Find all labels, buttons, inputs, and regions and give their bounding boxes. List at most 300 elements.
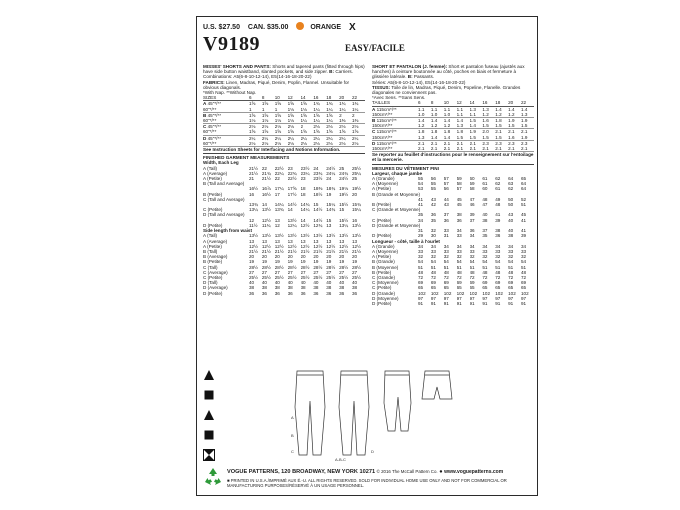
measurement-cell: 69 xyxy=(495,280,501,286)
yardage-cell: 2.1 xyxy=(418,146,431,152)
yardage-cell: 1.1 xyxy=(443,106,451,112)
measurement-cell: 48 xyxy=(495,269,501,275)
measurement-row-label: B (Tall) xyxy=(203,248,218,254)
measurement-cell: 16⅞ xyxy=(261,186,271,192)
measurement-cell: 13½ xyxy=(352,233,361,239)
yardage-cell: 2¼ xyxy=(352,135,359,141)
yardage-cell: 1.8 xyxy=(495,118,502,124)
measurement-cell: 58 xyxy=(469,186,475,192)
measurement-cell: 25½ xyxy=(261,274,271,280)
measurement-cell: 35 xyxy=(418,212,424,218)
yardage-cell: 2⅛ xyxy=(339,141,352,147)
measurement-cell: 19 xyxy=(249,259,255,265)
measurement-cell: 40 xyxy=(313,280,319,286)
measurement-cell: 38 xyxy=(482,217,488,223)
measurement-cell: 97 xyxy=(430,295,436,301)
measurement-cell: 65 xyxy=(430,285,436,291)
measurement-cell: 61 xyxy=(482,181,488,187)
measurement-row-label: C (Petite) xyxy=(203,207,223,213)
yardage-cell: 2⅛ xyxy=(249,141,262,147)
measurement-cell: 97 xyxy=(443,295,449,301)
measurement-cell: 34 xyxy=(495,243,501,249)
measurement-cell: 13½ xyxy=(287,217,297,223)
difficulty-label: EASY/FACILE xyxy=(345,43,405,53)
measurement-cell: 45 xyxy=(521,212,527,218)
measurement-row-label: D (Petite) xyxy=(372,233,392,239)
measurement-cell: 65 xyxy=(456,285,462,291)
measurement-cell: 38 xyxy=(313,285,319,291)
yardage-cell: 2.1 xyxy=(418,140,425,146)
measurement-cell: 54 xyxy=(443,259,449,265)
measurement-cell: 34 xyxy=(430,243,436,249)
measurement-cell: 54 xyxy=(482,259,488,265)
measurement-cell: 64 xyxy=(521,186,527,192)
measurement-cell: 45 xyxy=(456,202,462,208)
yardage-row-label xyxy=(372,146,418,152)
french-yardage-table xyxy=(372,100,534,152)
measurement-cell: 15½ xyxy=(339,217,349,223)
measurement-cell: 39 xyxy=(521,233,527,239)
measurement-cell: 27 xyxy=(249,269,255,275)
english-width-table xyxy=(203,166,365,228)
measurement-cell: 17¼ xyxy=(274,186,284,192)
measurement-cell: 36 xyxy=(313,290,319,296)
fabric-width: 115cm*/** xyxy=(375,129,397,135)
yardage-cell: 2¼ xyxy=(274,135,282,141)
measurement-row-label: A (Average) xyxy=(203,238,228,244)
yardage-cell: 1⅝ xyxy=(249,101,256,107)
measurement-cell: 13 xyxy=(274,238,280,244)
yardage-cell: 1.4 xyxy=(456,118,464,124)
yardage-cell: 1⅛ xyxy=(288,107,301,113)
measurement-cell: 38 xyxy=(508,233,514,239)
measurement-cell: 13¾ xyxy=(274,207,284,213)
measurement-cell: 48 xyxy=(495,202,501,208)
yardage-cell: 1.1 xyxy=(456,106,464,112)
yardage-cell: 1.4 xyxy=(430,118,438,124)
measurement-cell: 51 xyxy=(482,264,488,270)
measurement-cell: 24¾ xyxy=(339,170,349,176)
measurement-cell: 12½ xyxy=(313,243,323,249)
french-combinations: Séries: A5(6-8-10-12-14), E5(14-16-18-20-22) xyxy=(372,79,466,85)
price-can: CAN. $35.00 xyxy=(247,24,289,31)
measurement-cell: 14½ xyxy=(313,217,323,223)
measurement-cell: 43 xyxy=(443,202,449,208)
measurement-cell: 54 xyxy=(521,259,527,265)
french-instructions-note: Se reporter au feuillet d'instructions pour le renseignement sur l'entoilage et la mercerie. xyxy=(372,152,534,163)
measurement-cell: 31 xyxy=(443,233,449,239)
size-header-cell: 14 xyxy=(301,95,314,101)
measurement-cell: 31 xyxy=(418,228,424,234)
size-header-cell: 18 xyxy=(495,100,508,106)
english-side-heading: Side length from waist xyxy=(203,228,253,234)
measurement-row-label: D (Petite) xyxy=(372,300,392,306)
measurement-cell: 25 xyxy=(339,165,345,171)
measurement-cell: 18¾ xyxy=(326,186,336,192)
measurement-cell: 13 xyxy=(326,222,332,228)
yardage-cell: 1⅛ xyxy=(301,107,314,113)
measurement-row-label: B (Average) xyxy=(203,254,228,260)
measurement-row-label: D (Average) xyxy=(203,285,228,291)
measurement-cell: 19 xyxy=(274,259,280,265)
yardage-cell: 1¼ xyxy=(301,118,314,124)
yardage-cell: 1.4 xyxy=(443,118,451,124)
measurement-cell: 27 xyxy=(326,269,332,275)
measurement-cell: 91 xyxy=(456,300,462,306)
measurement-cell: 34 xyxy=(469,233,475,239)
square-icon xyxy=(203,389,215,401)
measurement-cell: 97 xyxy=(456,295,462,301)
yardage-cell: 1.1 xyxy=(430,106,438,112)
size-header-cell: 6 xyxy=(249,95,262,101)
measurement-row-label: B (Moyenne) xyxy=(372,264,399,270)
size-header-cell: 22 xyxy=(352,95,365,101)
yardage-cell: 2 xyxy=(300,124,304,130)
size-header-cell: 22 xyxy=(521,100,534,106)
measurement-cell: 15¾ xyxy=(352,202,361,208)
envelope-footer xyxy=(203,467,533,493)
measurement-cell: 72 xyxy=(418,274,424,280)
measurement-cell: 59 xyxy=(456,176,462,182)
measurement-cell: 50 xyxy=(508,196,514,202)
yardage-cell: 1.4 xyxy=(470,123,483,129)
measurement-cell: 41 xyxy=(521,228,527,234)
yardage-cell: 2⅛ xyxy=(352,124,359,130)
measurement-cell: 21½ xyxy=(313,248,323,254)
measurement-cell: 38 xyxy=(261,285,267,291)
measurement-cell: 13 xyxy=(326,238,332,244)
size-header-label: SIZES xyxy=(203,95,249,101)
size-header-cell: 18 xyxy=(326,95,339,101)
measurement-cell: 33 xyxy=(443,248,449,254)
fabric-width: 60"*/** xyxy=(203,129,217,135)
fabric-width: 115cm*/** xyxy=(375,140,397,146)
measurement-cell: 72 xyxy=(521,274,527,280)
drawing-label-a: A xyxy=(291,415,294,420)
yardage-cell: 1⅝ xyxy=(249,112,256,118)
measurement-row-label: A (Grande) xyxy=(372,243,395,249)
french-description xyxy=(372,64,534,80)
measurement-cell: 36 xyxy=(443,217,449,223)
english-combinations: Combinations: A5(6-8-10-12-14), E5(14-16-18-20-22) xyxy=(203,74,312,80)
size-header-cell: 16 xyxy=(482,100,495,106)
measurement-cell: 15 xyxy=(339,207,345,213)
english-width-heading: Width, Each Leg xyxy=(203,160,239,166)
yardage-cell: 1¾ xyxy=(326,101,333,107)
view-letter: C xyxy=(372,129,376,135)
yardage-cell: 2 xyxy=(339,112,342,118)
measurement-cell: 17½ xyxy=(287,191,297,197)
measurement-cell: 48 xyxy=(469,269,475,275)
color-mark: X xyxy=(349,22,356,33)
measurement-cell: 12½ xyxy=(339,243,349,249)
yardage-cell: 2.0 xyxy=(482,129,489,135)
measurement-cell: 54 xyxy=(418,181,424,187)
measurement-cell: 97 xyxy=(418,295,424,301)
measurement-cell: 13½ xyxy=(287,233,297,239)
yardage-cell: 2⅛ xyxy=(262,141,275,147)
measurement-cell: 54 xyxy=(495,259,501,265)
measurement-cell: 54 xyxy=(456,259,462,265)
yardage-cell: 2¼ xyxy=(313,135,320,141)
measurement-cell: 20 xyxy=(352,254,358,260)
price-us: U.S. $27.50 xyxy=(203,24,240,31)
measurement-cell: 15¼ xyxy=(326,202,336,208)
measurement-cell: 27 xyxy=(313,269,319,275)
measurement-cell: 40 xyxy=(326,280,332,286)
measurement-cell: 27 xyxy=(339,269,345,275)
measurement-cell: 21½ xyxy=(300,248,310,254)
measurement-row-label: B (Petite) xyxy=(372,202,392,208)
measurement-cell: 102 xyxy=(495,290,503,296)
yardage-cell: 1¼ xyxy=(326,107,339,113)
measurement-cell: 19 xyxy=(326,191,332,197)
measurement-cell: 69 xyxy=(418,280,424,286)
measurement-row-label: B (Tall and Average) xyxy=(203,181,245,187)
measurement-cell: 19 xyxy=(326,259,332,265)
french-b-text: Passants. xyxy=(413,74,435,80)
measurement-cell: 91 xyxy=(430,300,436,306)
envelope-header xyxy=(203,19,533,61)
yardage-cell: 1⅝ xyxy=(301,129,314,135)
measurement-cell: 39 xyxy=(469,212,475,218)
yardage-cell: 1⅝ xyxy=(300,112,307,118)
measurement-row-label: D (Moyenne) xyxy=(372,295,399,301)
measurement-cell: 40 xyxy=(352,280,358,286)
measurement-cell: 13 xyxy=(313,238,319,244)
measurement-cell: 47 xyxy=(469,196,475,202)
yardage-row-label xyxy=(203,141,249,147)
measurement-cell: 13 xyxy=(300,238,306,244)
french-nap-note: *Avec Sens. **Sans Sens. xyxy=(372,95,426,101)
french-fabrics-label: TISSUS: xyxy=(372,84,391,90)
measurement-cell: 13½ xyxy=(300,233,310,239)
measurement-cell: 36 xyxy=(274,290,280,296)
french-title: SHORT ET PANTALON (J. femme): xyxy=(372,64,448,69)
measurement-cell: 12¾ xyxy=(313,222,323,228)
measurement-cell: 49 xyxy=(495,196,501,202)
measurement-row-label: A (Petite) xyxy=(203,243,222,249)
measurement-cell: 32 xyxy=(443,254,449,260)
measurement-cell: 64 xyxy=(508,176,514,182)
size-header-cell: 8 xyxy=(262,95,275,101)
measurement-cell: 25 xyxy=(352,176,358,182)
measurement-cell: 22¼ xyxy=(274,170,284,176)
yardage-cell: 1.0 xyxy=(418,112,431,118)
measurement-row-label: C (Average) xyxy=(203,269,228,275)
measurement-cell: 38 xyxy=(495,228,501,234)
measurement-cell: 43 xyxy=(430,196,436,202)
measurement-cell: 72 xyxy=(430,274,436,280)
measurement-cell: 57 xyxy=(443,181,449,187)
pattern-number: V9189 xyxy=(203,33,260,55)
measurement-cell: 25½ xyxy=(300,274,310,280)
measurement-cell: 34 xyxy=(469,243,475,249)
fabric-width: 115cm*/** xyxy=(375,106,397,112)
triangle-icon xyxy=(203,369,215,381)
yardage-cell: 2.1 xyxy=(495,129,502,135)
measurement-cell: 51 xyxy=(430,264,436,270)
measurement-cell: 34 xyxy=(521,243,527,249)
french-fabrics xyxy=(372,85,534,95)
yardage-cell: 2.1 xyxy=(457,146,470,152)
measurement-cell: 12 xyxy=(274,222,280,228)
measurement-cell: 33 xyxy=(443,228,449,234)
measurement-cell: 62 xyxy=(495,181,501,187)
view-letter: A xyxy=(203,101,207,107)
yardage-cell: 1¾ xyxy=(352,101,359,107)
measurement-cell: 14 xyxy=(261,202,267,208)
measurement-cell: 14½ xyxy=(313,207,323,213)
measurement-cell: 25½ xyxy=(287,274,297,280)
drawing-label-d: D xyxy=(371,449,374,454)
yardage-cell: 2.1 xyxy=(482,146,495,152)
measurement-cell: 13¾ xyxy=(249,202,258,208)
yardage-cell: 1¼ xyxy=(352,107,365,113)
yardage-cell: 2.1 xyxy=(456,140,464,146)
fabric-width: 60"*/** xyxy=(203,106,217,112)
measurement-cell: 25½ xyxy=(339,274,349,280)
measurement-cell: 55 xyxy=(418,176,424,182)
yardage-cell: 2⅛ xyxy=(313,124,320,130)
measurement-cell: 65 xyxy=(482,285,488,291)
measurement-cell: 20 xyxy=(274,254,280,260)
measurement-cell: 13 xyxy=(287,238,293,244)
measurement-cell: 97 xyxy=(482,295,488,301)
yardage-cell: 1⅝ xyxy=(288,129,301,135)
measurement-cell: 32 xyxy=(508,254,514,260)
measurement-cell: 23¼ xyxy=(300,170,310,176)
measurement-cell: 19 xyxy=(261,259,267,265)
measurement-cell: 57 xyxy=(443,176,449,182)
measurement-cell: 15 xyxy=(313,202,319,208)
fabric-width: 60"*/** xyxy=(203,118,217,124)
yardage-cell: 2.3 xyxy=(482,140,489,146)
measurement-cell: 40 xyxy=(274,280,280,286)
measurement-cell: 19 xyxy=(300,259,306,265)
yardage-cell: 1⅝ xyxy=(326,112,333,118)
pattern-envelope-back xyxy=(196,16,538,496)
yardage-cell: 1⅝ xyxy=(313,112,320,118)
measurement-row-label: C (Petite) xyxy=(203,274,223,280)
measurement-cell: 69 xyxy=(430,280,436,286)
measurement-cell: 24 xyxy=(313,165,319,171)
measurement-cell: 14½ xyxy=(287,202,297,208)
measurement-row xyxy=(372,301,534,306)
measurement-cell: 51 xyxy=(521,202,527,208)
yardage-cell: 2¼ xyxy=(339,135,346,141)
measurement-row-label: A (Petite) xyxy=(372,254,391,260)
yardage-cell: 2⅛ xyxy=(326,124,333,130)
measurement-cell: 28½ xyxy=(300,264,310,270)
english-title: MISSES' SHORTS AND PANTS: xyxy=(203,64,271,69)
yardage-cell: 1.3 xyxy=(521,112,534,118)
measurement-cell: 21½ xyxy=(261,176,271,182)
yardage-cell: 1⅝ xyxy=(274,101,282,107)
footer-company-line xyxy=(227,469,503,475)
yardage-cell: 1⅝ xyxy=(313,129,326,135)
yardage-cell: 1¾ xyxy=(313,101,320,107)
measurement-cell: 61 xyxy=(482,176,488,182)
yardage-cell: 1.4 xyxy=(444,135,457,141)
measurement-cell: 18½ xyxy=(313,191,323,197)
globe-icon: ● xyxy=(439,469,443,475)
english-fabrics xyxy=(203,80,365,90)
measurement-cell: 69 xyxy=(456,280,462,286)
measurement-cell: 12 xyxy=(249,217,255,223)
measurement-cell: 23¾ xyxy=(313,170,323,176)
measurement-cell: 40 xyxy=(339,280,345,286)
measurement-row-label: D (Grande) xyxy=(372,290,395,296)
measurement-cell: 97 xyxy=(495,295,501,301)
french-width-table xyxy=(372,176,534,238)
measurement-cell: 25½ xyxy=(352,165,361,171)
measurement-cell: 20 xyxy=(261,254,267,260)
measurement-cell: 22½ xyxy=(274,165,284,171)
measurement-cell: 65 xyxy=(469,285,475,291)
measurement-cell: 20 xyxy=(352,191,358,197)
yardage-cell: 1.2 xyxy=(495,112,508,118)
yardage-cell: 1.5 xyxy=(508,123,521,129)
measurement-cell: 28½ xyxy=(261,264,271,270)
yardage-cell: 2.1 xyxy=(508,146,521,152)
yardage-cell: 2.1 xyxy=(470,146,483,152)
measurement-cell: 72 xyxy=(469,274,475,280)
measurement-cell: 13 xyxy=(352,238,358,244)
yardage-cell: 1.4 xyxy=(521,106,528,112)
measurement-cell: 65 xyxy=(508,285,514,291)
measurement-row-label: A (Moyenne) xyxy=(372,181,399,187)
measurement-cell: 36 xyxy=(469,228,475,234)
measurement-cell: 33 xyxy=(508,248,514,254)
measurement-cell: 28½ xyxy=(326,264,336,270)
measurement-row-label: C (Grande) xyxy=(372,274,395,280)
english-fabrics-label: FABRICS: xyxy=(203,79,225,85)
yardage-cell: 2¼ xyxy=(261,135,269,141)
yardage-cell: 1⅝ xyxy=(275,129,288,135)
measurement-cell: 13¼ xyxy=(339,222,349,228)
measurement-cell: 21½ xyxy=(261,248,271,254)
measurement-cell: 32 xyxy=(482,254,488,260)
measurement-cell: 24 xyxy=(326,176,332,182)
view-letter: D xyxy=(372,140,376,146)
measurement-cell: 54 xyxy=(508,259,514,265)
measurement-cell: 28½ xyxy=(352,264,361,270)
measurement-cell: 39 xyxy=(495,217,501,223)
measurement-cell: 15¼ xyxy=(352,207,361,213)
measurement-cell: 36 xyxy=(326,290,332,296)
measurement-cell: 24¼ xyxy=(326,170,336,176)
measurement-cell: 64 xyxy=(521,181,527,187)
measurement-cell: 35 xyxy=(482,233,488,239)
hourglass-icon xyxy=(203,449,215,461)
measurement-cell: 28½ xyxy=(249,264,258,270)
measurement-cell: 34 xyxy=(418,243,424,249)
measurement-cell: 33 xyxy=(456,248,462,254)
measurement-cell: 21½ xyxy=(274,248,284,254)
measurement-cell: 56 xyxy=(430,176,436,182)
yardage-cell: 1 xyxy=(262,107,275,113)
measurement-cell: 22½ xyxy=(287,176,297,182)
yardage-cell: 2.1 xyxy=(508,129,515,135)
price-line xyxy=(203,22,362,33)
measurement-cell: 13 xyxy=(339,238,345,244)
measurement-cell: 20 xyxy=(300,254,306,260)
measurement-row-label: B (Grande) xyxy=(372,259,395,265)
measurement-cell: 97 xyxy=(469,295,475,301)
english-desc-text: Shorts and tapered pants (fitted through hips) have side button waistband, slanted pockets, and side zipper. xyxy=(203,64,365,75)
measurement-row xyxy=(203,291,365,296)
